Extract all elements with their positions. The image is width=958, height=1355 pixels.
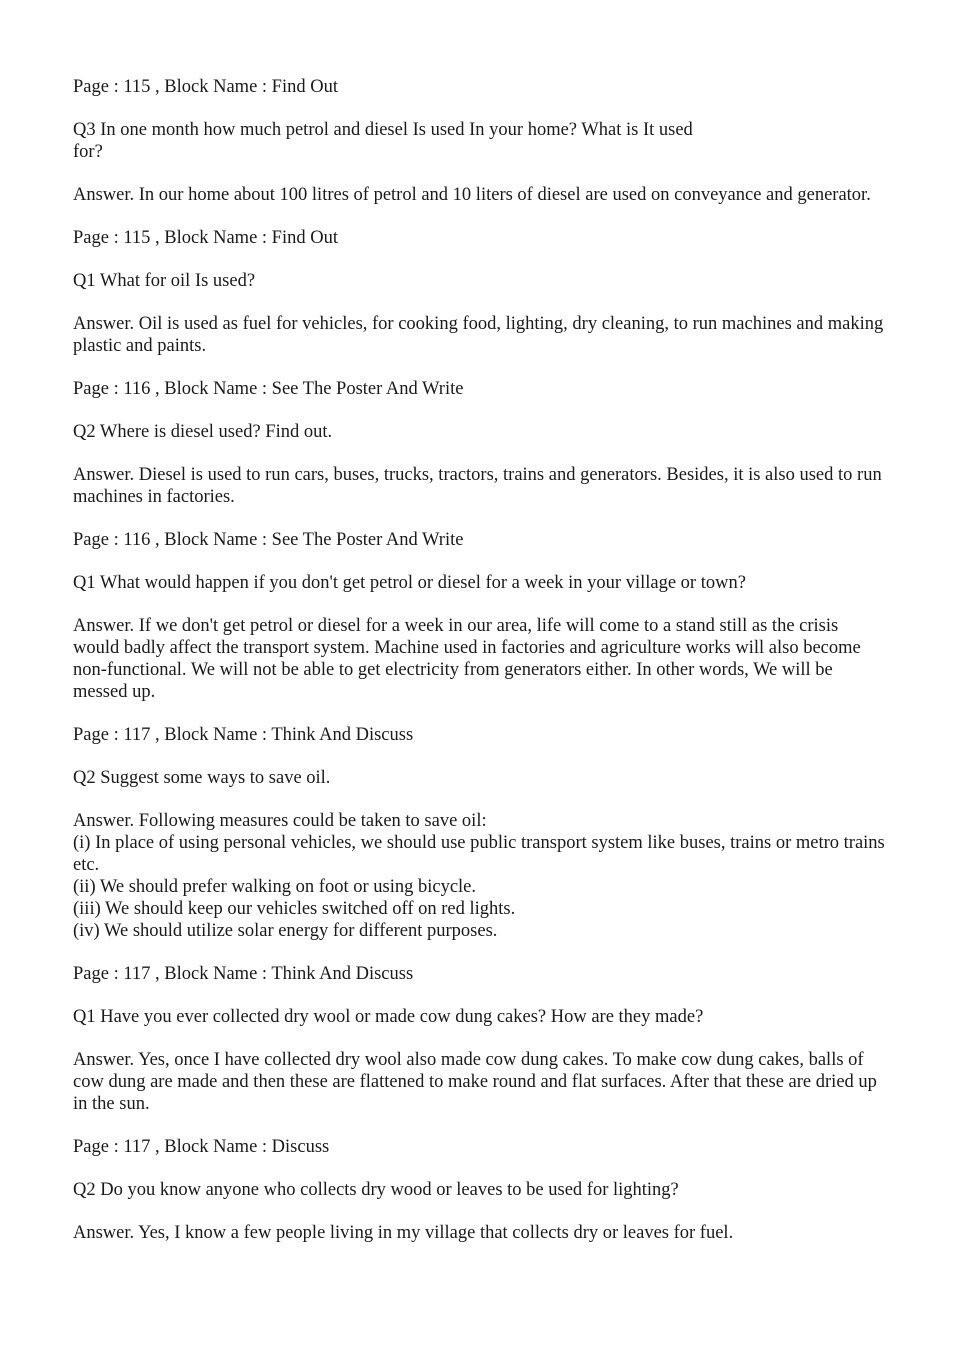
section-header: Page : 116 , Block Name : See The Poster And Write (73, 379, 464, 399)
question-text: Q2 Where is diesel used? Find out. (73, 422, 333, 442)
answer-line: (ii) We should prefer walking on foot or using bicycle. (73, 877, 477, 897)
question-text: Q1 What for oil Is used? (73, 271, 256, 291)
question-text: Q3 In one month how much petrol and diesel Is used In your home? What is It used for? (73, 120, 693, 162)
answer-text: Answer. Diesel is used to run cars, buses, trucks, tractors, trains and generators. Besides, it is also used to run machines in factories. (73, 465, 882, 507)
answer-text: Answer. Oil is used as fuel for vehicles, for cooking food, lighting, dry cleaning, to run machines and making plastic and paints. (73, 314, 884, 356)
question-text: Q1 What would happen if you don't get petrol or diesel for a week in your village or town? (73, 573, 746, 593)
document-page (73, 76, 885, 1265)
section-header: Page : 115 , Block Name : Find Out (73, 77, 338, 97)
answer-text: Answer. Yes, I know a few people living in my village that collects dry or leaves for fuel. (73, 1223, 734, 1243)
answer-line: (iv) We should utilize solar energy for different purposes. (73, 921, 498, 941)
question-text: Q1 Have you ever collected dry wool or made cow dung cakes? How are they made? (73, 1007, 704, 1027)
section-header: Page : 117 , Block Name : Think And Discuss (73, 725, 414, 745)
section-header: Page : 116 , Block Name : See The Poster And Write (73, 530, 464, 550)
answer-line: (i) In place of using personal vehicles, we should use public transport system like buses, trains or metro trains etc. (73, 833, 885, 875)
section-header: Page : 117 , Block Name : Discuss (73, 1137, 330, 1157)
section-header: Page : 115 , Block Name : Find Out (73, 228, 338, 248)
answer-line: (iii) We should keep our vehicles switched off on red lights. (73, 899, 516, 919)
question-text: Q2 Do you know anyone who collects dry wood or leaves to be used for lighting? (73, 1180, 679, 1200)
answer-text: Answer. Yes, once I have collected dry wool also made cow dung cakes. To make cow dung cakes, balls of cow dung are made and then these are flattened to make round and flat surfaces. After that these are dried up in the sun. (73, 1050, 877, 1114)
section-header: Page : 117 , Block Name : Think And Discuss (73, 964, 414, 984)
answer-text: Answer. In our home about 100 litres of petrol and 10 liters of diesel are used on conveyance and generator. (73, 185, 871, 205)
answer-text: Answer. If we don't get petrol or diesel for a week in our area, life will come to a stand still as the crisis would badly affect the transport system. Machine used in factories and agriculture works will also become non-functional. We will not be able to get electricity from generators either. In other words, We will be messed up. (73, 616, 861, 702)
question-text: Q2 Suggest some ways to save oil. (73, 768, 331, 788)
answer-list (73, 810, 885, 942)
answer-line: Answer. Following measures could be taken to save oil: (73, 811, 487, 831)
